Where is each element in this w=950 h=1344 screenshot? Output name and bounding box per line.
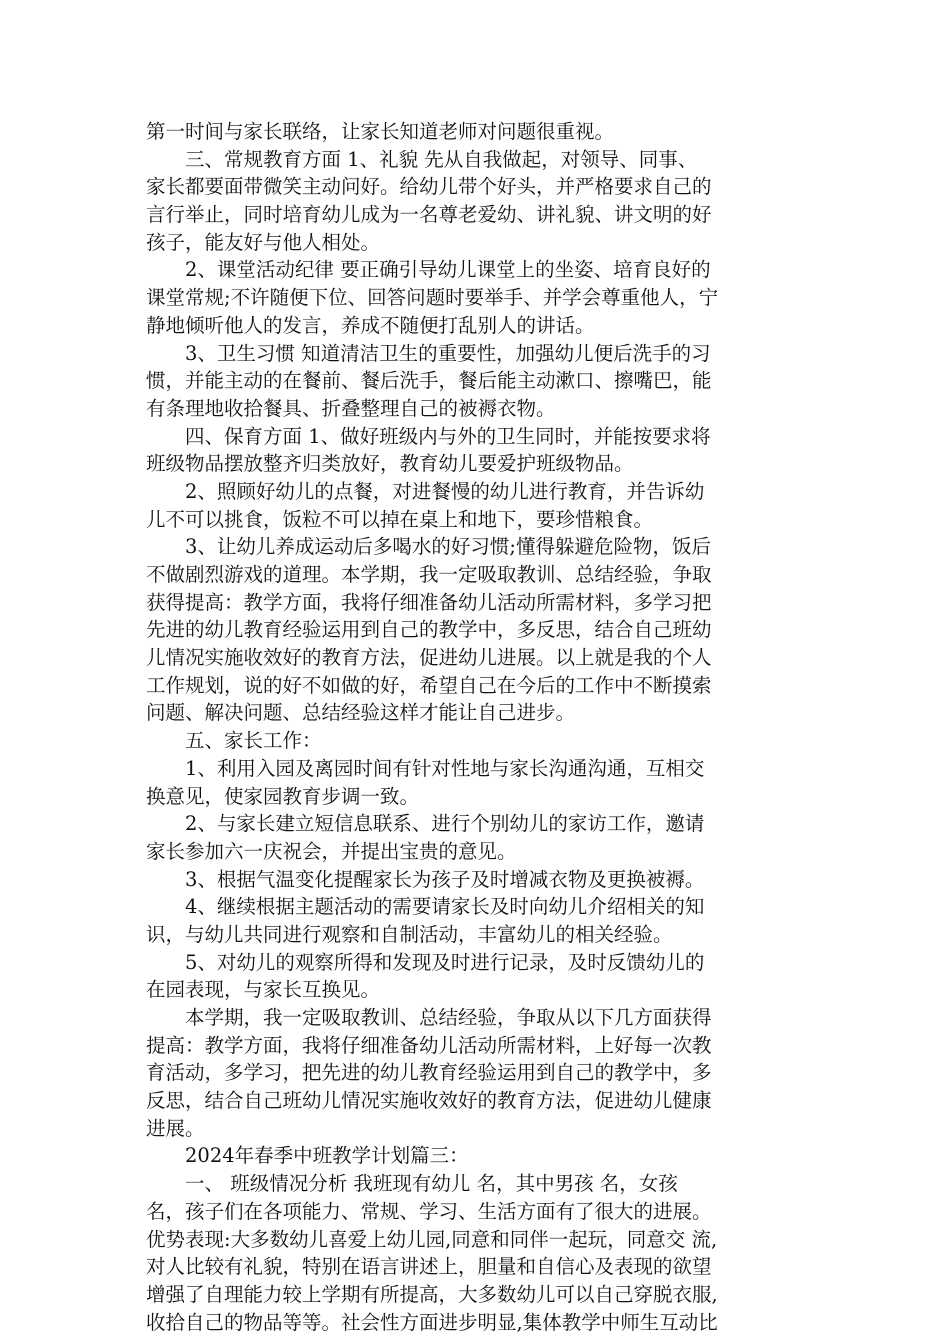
text-line: 第一时间与家长联络，让家长知道老师对问题很重视。 [146,120,615,143]
text-line: 3、卫生习惯 知道清洁卫生的重要性，加强幼儿便后洗手的习 [146,341,711,365]
text-line: 对人比较有礼貌，特别在语言讲述上，胆量和自信心及表现的欲望 [146,1255,712,1279]
text-line: 本学期，我一定吸取教训、总结经验，争取从以下几方面获得 [146,1006,712,1029]
text-line: 育活动，多学习，把先进的幼儿教育经验运用到自己的教学中，多 [146,1061,712,1085]
text-line: 收拾自己的物品等等。社会性方面进步明显,集体教学中师生互动比 [146,1310,718,1334]
text-line: 孩子，能友好与他人相处。 [146,230,381,254]
text-line: 四、保育方面 1、做好班级内与外的卫生同时，并能按要求将 [146,424,711,448]
text-line: 进展。 [146,1116,205,1140]
text-line: 班级物品摆放整齐归类放好，教育幼儿要爱护班级物品。 [146,452,634,476]
text-line: 5、对幼儿的观察所得和发现及时进行记录，及时反馈幼儿的 [146,950,705,974]
text-line: 2、课堂活动纪律 要正确引导幼儿课堂上的坐姿、培育良好的 [146,258,711,282]
text-line: 儿不可以挑食，饭粒不可以掉在桌上和地下，要珍惜粮食。 [146,507,654,531]
text-line: 获得提高：教学方面，我将仔细准备幼儿活动所需材料，多学习把 [146,590,712,614]
text-line: 提高：教学方面，我将仔细准备幼儿活动所需材料，上好每一次教 [146,1033,712,1057]
text-line: 工作规划，说的好不如做的好，希望自己在今后的工作中不断摸索 [146,673,712,697]
text-line: 不做剧烈游戏的道理。本学期，我一定吸取教训、总结经验，争取 [146,563,712,586]
text-line: 识，与幼儿共同进行观察和自制活动，丰富幼儿的相关经验。 [146,922,673,946]
text-line: 问题、解决问题、总结经验这样才能让自己进步。 [146,701,576,725]
text-line: 静地倾听他人的发言，养成不随便打乱别人的讲话。 [146,313,595,337]
text-line: 3、根据气温变化提醒家长为孩子及时增减衣物及更换被褥。 [146,867,705,891]
text-line: 2、与家长建立短信息联系、进行个别幼儿的家访工作，邀请 [146,812,705,836]
text-line: 言行举止，同时培育幼儿成为一名尊老爱幼、讲礼貌、讲文明的好 [146,203,712,227]
text-line: 换意见，使家园教育步调一致。 [146,784,420,808]
text-line: 3、让幼儿养成运动后多喝水的好习惯;懂得躲避危险物，饭后 [146,535,711,559]
text-line: 家长都要面带微笑主动问好。给幼儿带个好头，并严格要求自己的 [146,175,712,199]
text-line: 2024年春季中班教学计划篇三： [146,1144,469,1168]
text-line: 五、家长工作： [146,729,322,753]
text-line: 在园表现，与家长互换见。 [146,978,381,1002]
document-body [146,118,816,1336]
text-line: 名，孩子们在各项能力、常规、学习、生活方面有了很大的进展。 [146,1199,712,1223]
text-line: 反思，结合自己班幼儿情况实施收效好的教育方法，促进幼儿健康 [146,1089,712,1113]
text-line: 一、 班级情况分析 我班现有幼儿 名，其中男孩 名，女孩 [146,1172,678,1196]
text-line: 优势表现:大多数幼儿喜爱上幼儿园,同意和同伴一起玩，同意交 流, [146,1227,718,1251]
text-line: 增强了自理能力较上学期有所提高，大多数幼儿可以自己穿脱衣服, [146,1282,718,1306]
text-line: 三、常规教育方面 1、礼貌 先从自我做起，对领导、同事、 [146,147,698,171]
text-line: 2、照顾好幼儿的点餐，对进餐慢的幼儿进行教育，并告诉幼 [146,479,705,503]
text-line: 课堂常规;不许随便下位、回答问题时要举手、并学会尊重他人，宁 [146,286,719,310]
text-line: 惯，并能主动的在餐前、餐后洗手，餐后能主动漱口、擦嘴巴，能 [146,369,712,393]
text-line: 有条理地收拾餐具、折叠整理自己的被褥衣物。 [146,396,556,420]
text-line: 家长参加六一庆祝会，并提出宝贵的意见。 [146,839,517,863]
text-line: 4、继续根据主题活动的需要请家长及时向幼儿介绍相关的知 [146,895,705,919]
text-line: 1、利用入园及离园时间有针对性地与家长沟通沟通，互相交 [146,756,705,780]
text-line: 先进的幼儿教育经验运用到自己的教学中，多反思，结合自己班幼 [146,618,712,642]
text-line: 儿情况实施收效好的教育方法，促进幼儿进展。以上就是我的个人 [146,646,712,670]
